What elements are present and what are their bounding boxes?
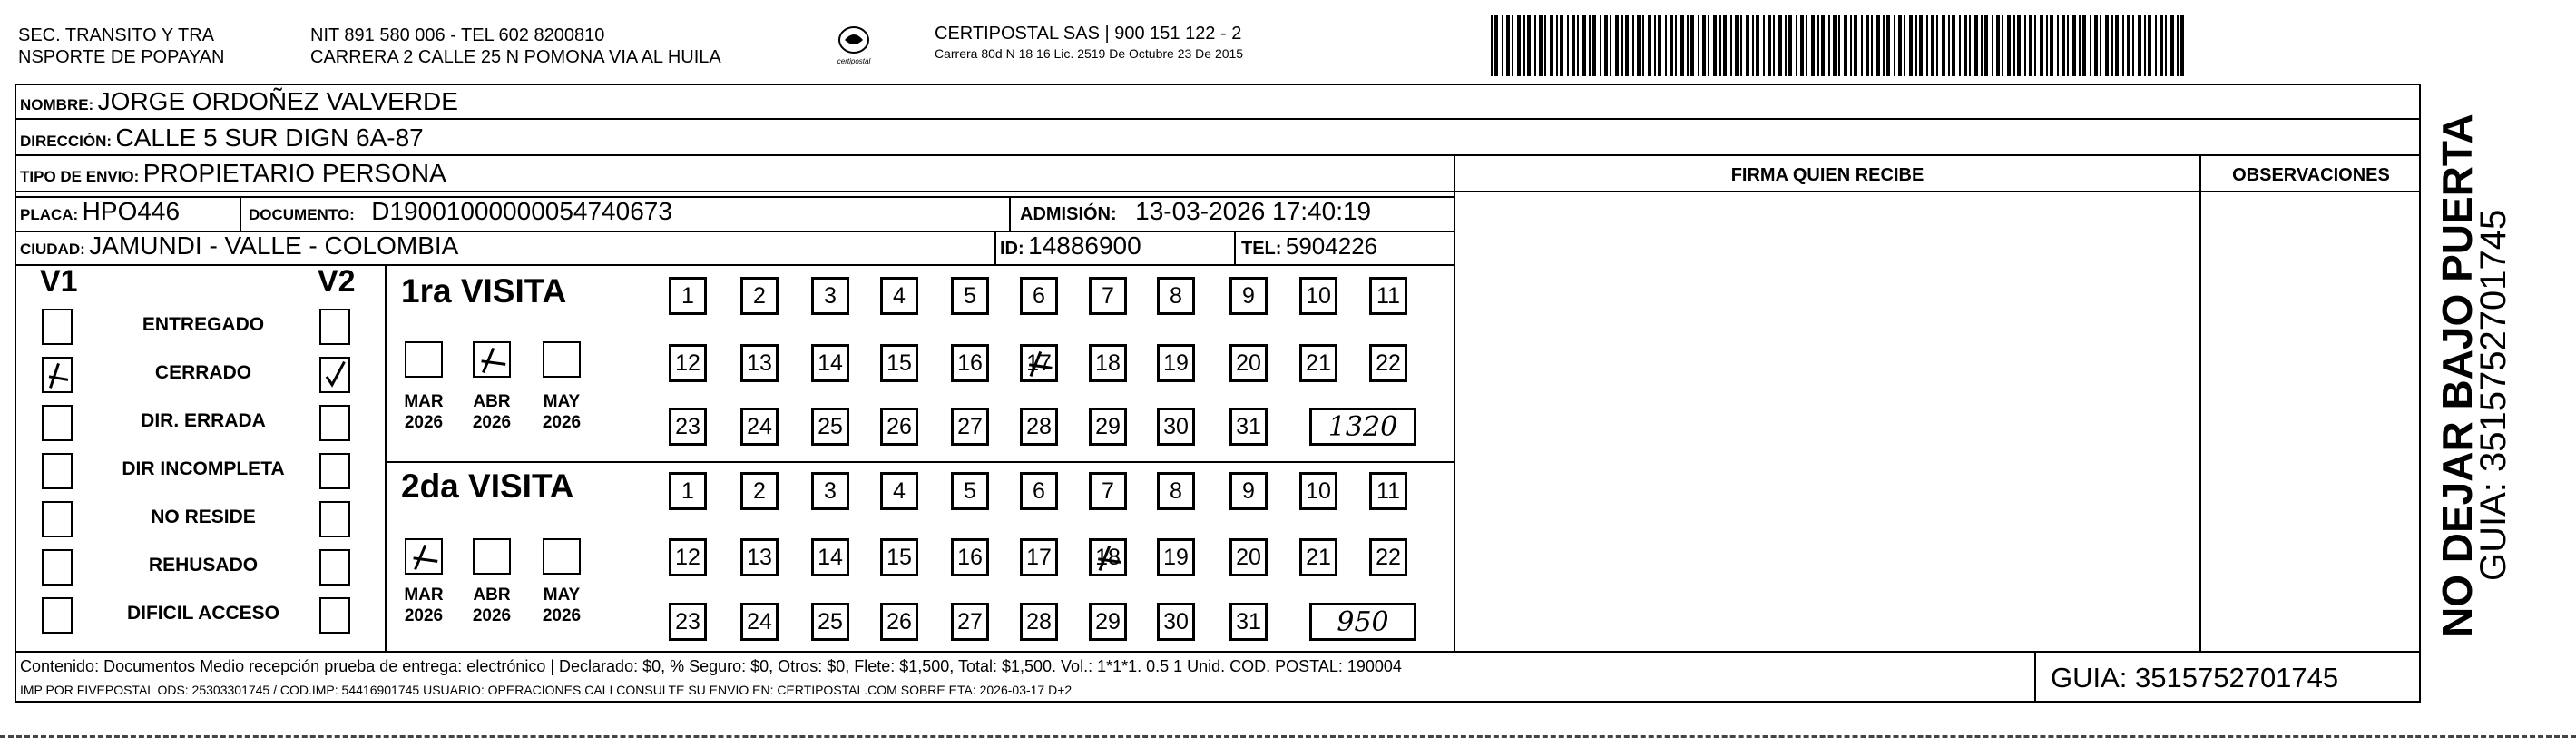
day-box: 21: [1299, 344, 1337, 382]
address-line: CARRERA 2 CALLE 25 N POMONA VIA AL HUILA: [310, 47, 721, 67]
day-box: 21: [1299, 538, 1337, 576]
sender-name: [18, 25, 224, 68]
day-box: 26: [880, 408, 918, 446]
status-label: ENTREGADO: [142, 314, 265, 335]
day-box: 26: [880, 603, 918, 641]
carrier-info: [935, 23, 1243, 63]
v1-checkbox: [42, 549, 73, 586]
admision-value: 13-03-2026 17:40:19: [1135, 197, 1372, 225]
side-warning: NO DEJAR BAJO PUERTA: [2434, 113, 2481, 637]
day-box: 6: [1020, 277, 1058, 315]
carrier-line-2: Carrera 80d N 18 16 Lic. 2519 De Octubre 23 De 2015: [935, 46, 1244, 61]
day-box: 22: [1369, 344, 1407, 382]
day-box: 6: [1020, 472, 1058, 510]
day-box: 10: [1299, 472, 1337, 510]
v1-checkbox: [42, 357, 73, 393]
day-box: 5: [951, 472, 989, 510]
day-box: 14: [811, 344, 849, 382]
month-year: 2026: [472, 606, 512, 625]
v1-checkbox: [42, 405, 73, 441]
footer-content-line: Contenido: Documentos Medio recepción prueba de entrega: electrónico | Declarado: $0, % Seguro: $0, Otros: $0, Flete: $1,500, Total: $1,500. Vol.: 1*1*1. 0.5 1 Unid. COD. POSTAL: 190004: [20, 657, 1402, 675]
day-box: 31: [1229, 603, 1268, 641]
v1-header: V1: [40, 264, 78, 299]
month-year: 2026: [472, 413, 512, 432]
tipo-value: PROPIETARIO PERSONA: [142, 159, 446, 187]
day-box: 12: [669, 538, 707, 576]
month-checkbox: [473, 538, 511, 575]
direccion-label: DIRECCIÓN:: [20, 133, 113, 150]
v1-checkbox: [42, 501, 73, 537]
day-box: 2: [740, 472, 779, 510]
footer-print-line: IMP POR FIVEPOSTAL ODS: 25303301745 / COD.IMP: 54416901745 USUARIO: OPERACIONES.CALI CONSULTE SU ENVIO EN: CERTIPOSTAL.COM SOBRE ETA: 2026-03-17 D+2: [20, 683, 1073, 697]
day-box: 12: [669, 344, 707, 382]
day-box: 1: [669, 472, 707, 510]
day-box: 30: [1157, 408, 1195, 446]
day-box: 9: [1229, 472, 1268, 510]
ciudad-field: [20, 231, 458, 266]
day-box: 24: [740, 408, 779, 446]
direccion-row: [20, 123, 424, 158]
cut-line: [0, 735, 2576, 738]
day-box: 13: [740, 344, 779, 382]
day-box: 20: [1229, 344, 1268, 382]
documento-field: [249, 196, 672, 231]
month-label: MAY: [543, 586, 581, 605]
visit2-title: 2da VISITA: [401, 468, 574, 505]
month-checkbox: [405, 341, 443, 378]
sender-contact: [310, 25, 721, 68]
admision-field: [1020, 196, 1371, 231]
v2-checkbox: [319, 309, 350, 345]
day-box: 25: [811, 408, 849, 446]
month-year: 2026: [404, 606, 444, 625]
month-label: MAR: [404, 392, 444, 411]
month-label: ABR: [473, 586, 511, 605]
nombre-label: NOMBRE:: [20, 96, 94, 113]
day-box: 4: [880, 277, 918, 315]
day-box: 4: [880, 472, 918, 510]
day-box: 24: [740, 603, 779, 641]
day-box: 17: [1020, 538, 1058, 576]
direccion-value: CALLE 5 SUR DIGN 6A-87: [115, 123, 424, 152]
placa-label: PLACA:: [20, 206, 79, 223]
day-box: 16: [951, 538, 989, 576]
day-box: 10: [1299, 277, 1337, 315]
day-box: 19: [1157, 538, 1195, 576]
status-label: NO RESIDE: [151, 507, 256, 527]
placa-value: HPO446: [82, 197, 181, 225]
day-box: 13: [740, 538, 779, 576]
day-box: 23: [669, 408, 707, 446]
day-box: 31: [1229, 408, 1268, 446]
v2-header: V2: [318, 264, 356, 299]
id-label: ID:: [1000, 239, 1024, 259]
id-field: [1000, 231, 1141, 266]
day-box: 20: [1229, 538, 1268, 576]
documento-label: DOCUMENTO:: [249, 206, 355, 223]
certipostal-logo-icon: [821, 24, 886, 69]
tel-field: [1241, 231, 1377, 266]
ciudad-label: CIUDAD:: [20, 241, 85, 258]
day-box: 30: [1157, 603, 1195, 641]
month-checkbox: [543, 538, 581, 575]
handwritten-note: 1320: [1309, 408, 1416, 446]
day-box: 3: [811, 277, 849, 315]
day-box: 28: [1020, 408, 1058, 446]
day-box: 14: [811, 538, 849, 576]
tipo-row: [20, 158, 446, 193]
status-label: CERRADO: [154, 362, 252, 383]
status-label: DIR INCOMPLETA: [122, 458, 285, 479]
day-box: 8: [1157, 472, 1195, 510]
day-box: 29: [1089, 603, 1127, 641]
v2-checkbox: [319, 501, 350, 537]
v2-checkbox: [319, 453, 350, 489]
tel-value: 5904226: [1285, 232, 1378, 260]
barcode: [1491, 15, 2189, 76]
month-year: 2026: [404, 413, 444, 432]
day-box: 19: [1157, 344, 1195, 382]
nombre-row: [20, 86, 458, 122]
day-box: 17: [1020, 344, 1058, 382]
day-box: 15: [880, 344, 918, 382]
v2-checkbox: [319, 597, 350, 634]
admision-label: ADMISIÓN:: [1020, 204, 1117, 224]
v1-checkbox: [42, 453, 73, 489]
status-label: REHUSADO: [148, 555, 259, 576]
carrier-line-1: CERTIPOSTAL SAS | 900 151 122 - 2: [935, 24, 1242, 44]
month-checkbox: [543, 341, 581, 378]
day-box: 2: [740, 277, 779, 315]
ciudad-value: JAMUNDI - VALLE - COLOMBIA: [89, 231, 459, 260]
v1-checkbox: [42, 597, 73, 634]
day-box: 3: [811, 472, 849, 510]
day-box: 22: [1369, 538, 1407, 576]
day-box: 28: [1020, 603, 1058, 641]
observaciones-header: OBSERVACIONES: [2232, 165, 2390, 185]
handwritten-note: 950: [1309, 603, 1416, 641]
month-year: 2026: [542, 413, 582, 432]
id-value: 14886900: [1028, 231, 1141, 260]
v2-checkbox: [319, 405, 350, 441]
side-guia: GUIA: 3515752701745: [2473, 209, 2513, 581]
day-box: 27: [951, 408, 989, 446]
day-box: 27: [951, 603, 989, 641]
day-box: 16: [951, 344, 989, 382]
day-box: 25: [811, 603, 849, 641]
day-box: 29: [1089, 408, 1127, 446]
day-box: 5: [951, 277, 989, 315]
tipo-label: TIPO DE ENVIO:: [20, 168, 140, 185]
nombre-value: JORGE ORDOÑEZ VALVERDE: [97, 87, 458, 115]
day-box: 11: [1369, 472, 1407, 510]
day-box: 11: [1369, 277, 1407, 315]
day-box: 15: [880, 538, 918, 576]
nit-line: NIT 891 580 006 - TEL 602 8200810: [310, 25, 605, 45]
day-box: 7: [1089, 277, 1127, 315]
v2-checkbox: [319, 549, 350, 586]
month-label: MAR: [404, 586, 444, 605]
day-box: 8: [1157, 277, 1195, 315]
svg-text:certipostal: certipostal: [837, 57, 871, 65]
sender-line-2: NSPORTE DE POPAYAN: [18, 47, 225, 67]
status-label: DIR. ERRADA: [141, 410, 266, 431]
firma-header: FIRMA QUIEN RECIBE: [1730, 165, 1925, 185]
day-box: 7: [1089, 472, 1127, 510]
tel-label: TEL:: [1241, 239, 1282, 259]
day-box: 18: [1089, 344, 1127, 382]
v2-checkbox: [319, 357, 350, 393]
footer-guia: GUIA: 3515752701745: [2051, 662, 2339, 694]
placa-field: [20, 196, 180, 231]
day-box: 23: [669, 603, 707, 641]
documento-value: D19001000000054740673: [371, 197, 672, 225]
visit1-title: 1ra VISITA: [401, 272, 567, 310]
month-label: ABR: [473, 392, 511, 411]
month-checkbox: [405, 538, 443, 575]
day-box: 9: [1229, 277, 1268, 315]
month-label: MAY: [543, 392, 581, 411]
day-box: 1: [669, 277, 707, 315]
day-box: 18: [1089, 538, 1127, 576]
v1-checkbox: [42, 309, 73, 345]
sender-line-1: SEC. TRANSITO Y TRA: [18, 25, 214, 45]
month-checkbox: [473, 341, 511, 378]
status-label: DIFICIL ACCESO: [126, 603, 279, 624]
month-year: 2026: [542, 606, 582, 625]
